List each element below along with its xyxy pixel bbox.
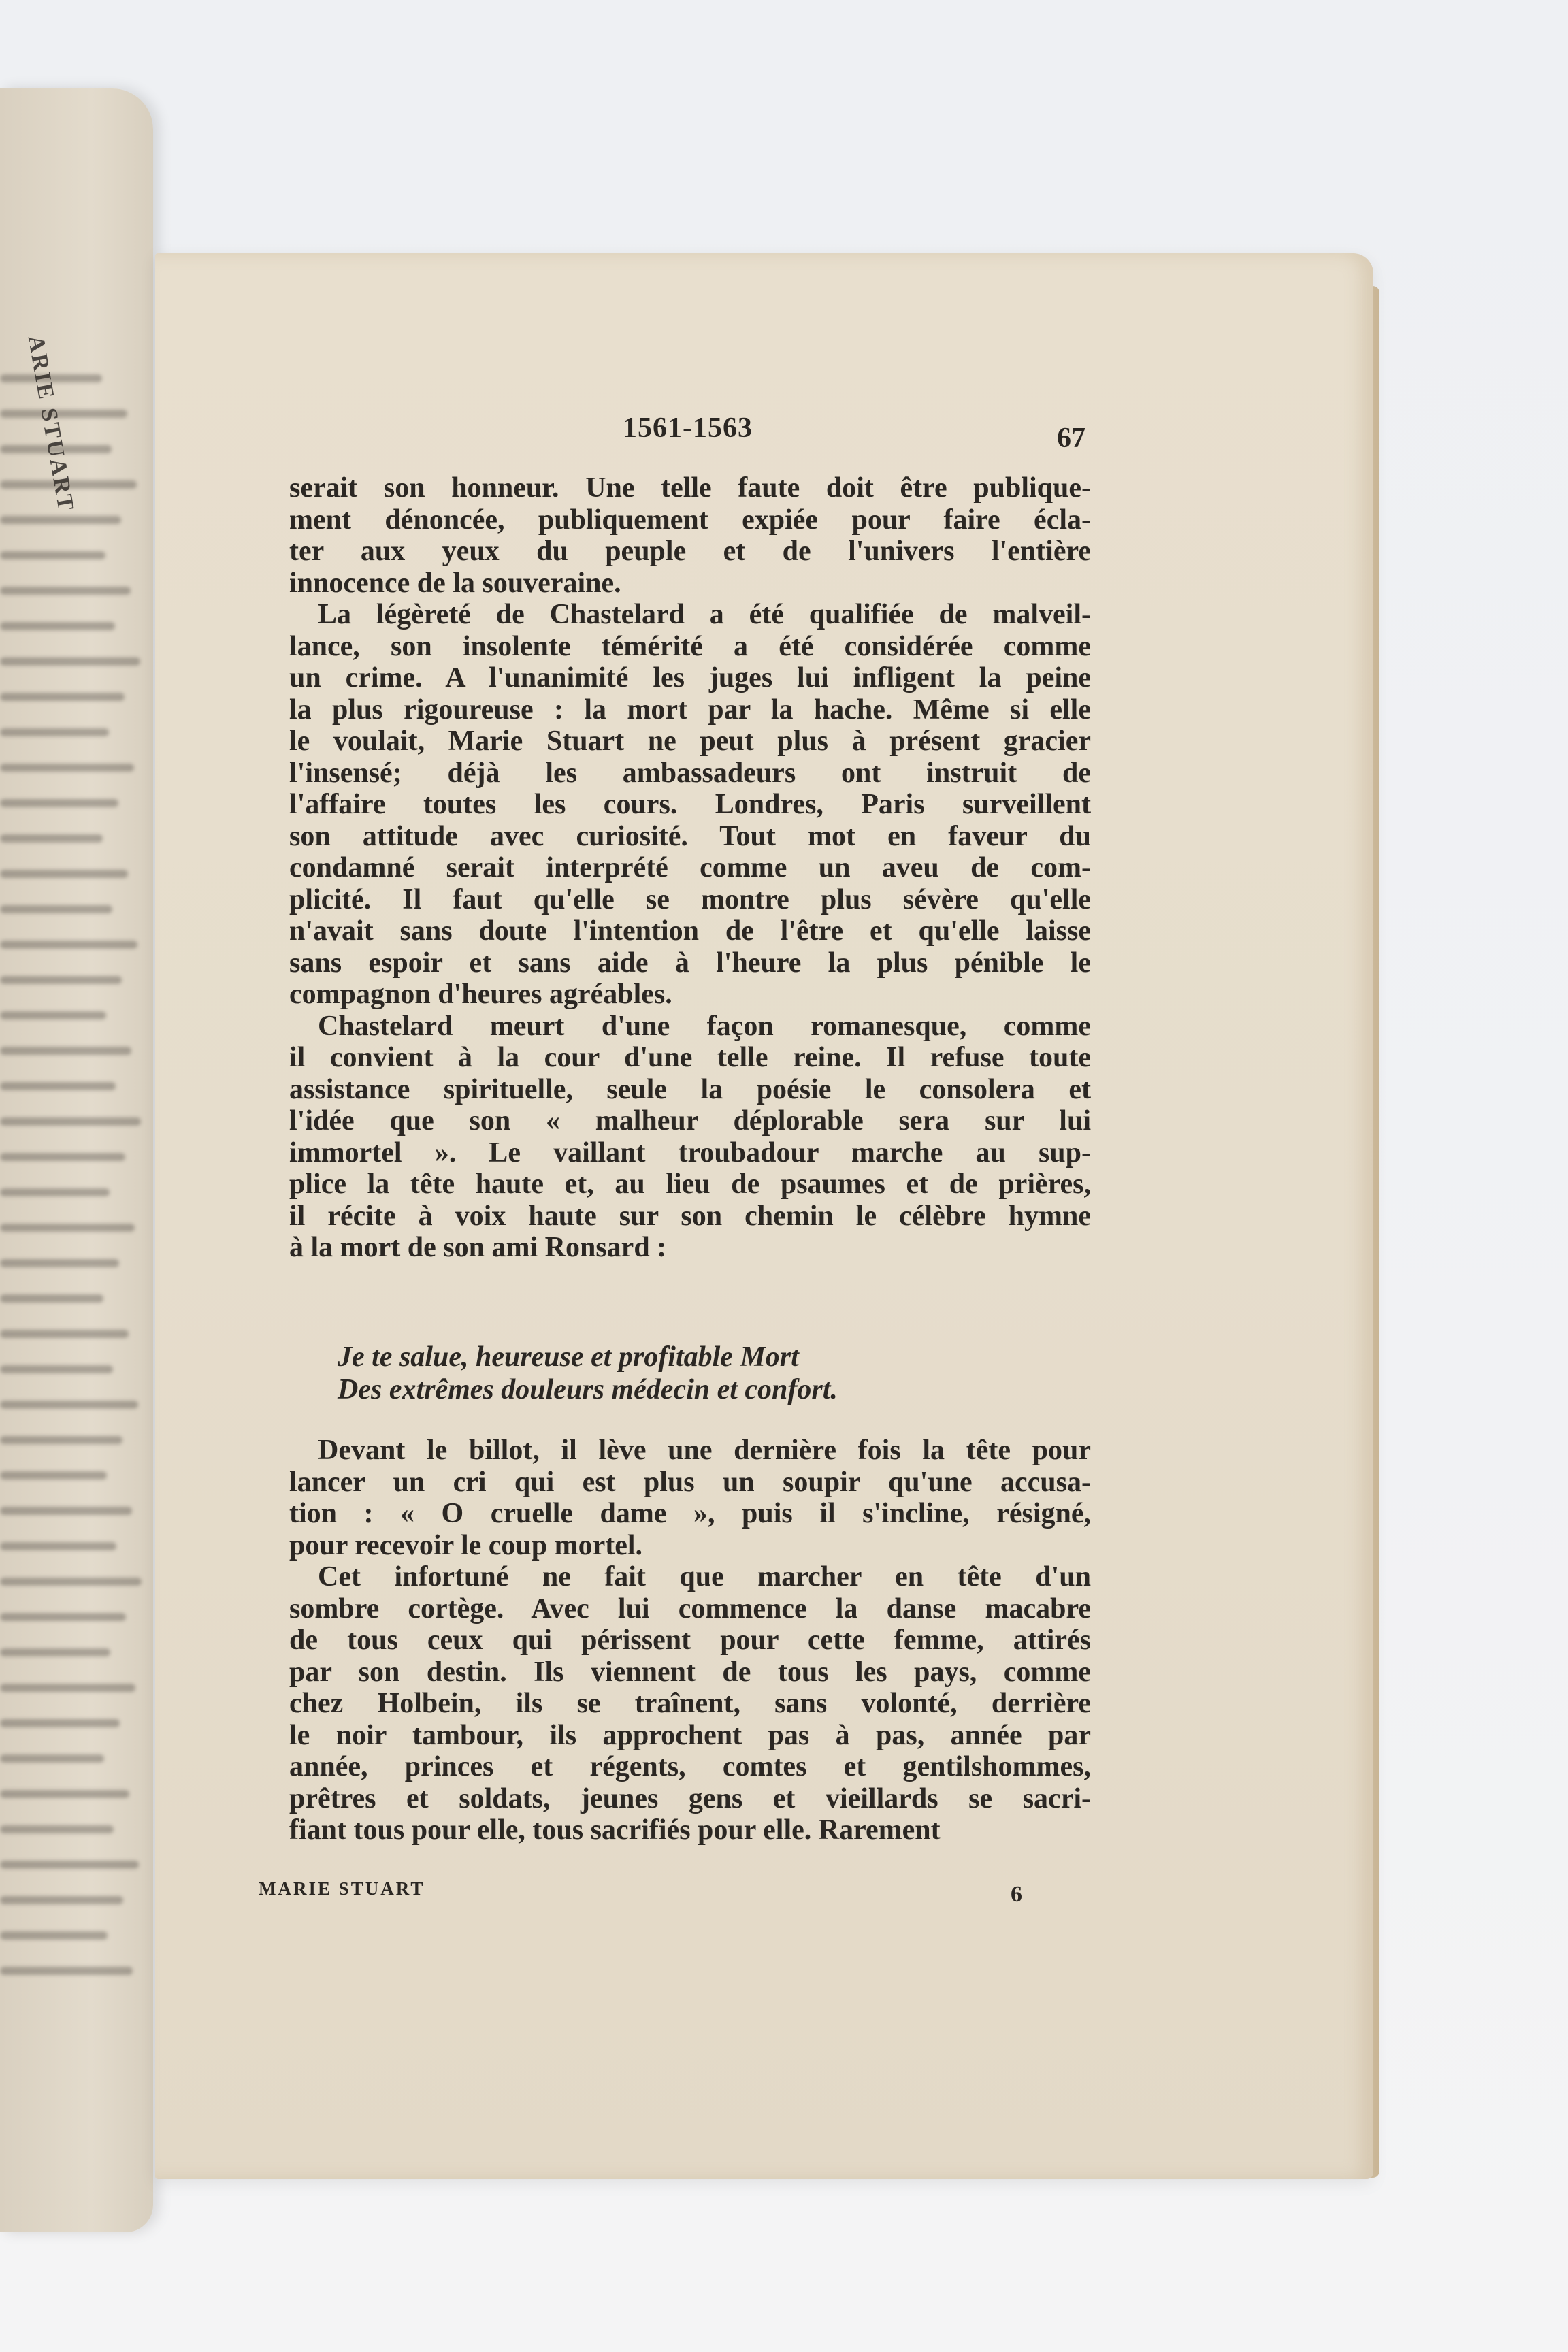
text-line: condamné serait interprété comme un aveu de com- xyxy=(289,852,1091,883)
text-line: Devant le billot, il lève une dernière fois la tête pour xyxy=(318,1435,1091,1466)
text-line: ment dénoncée, publiquement expiée pour faire écla- xyxy=(289,504,1091,536)
left-facing-page xyxy=(0,88,153,2232)
text-line: un crime. A l'unanimité les juges lui infligent la peine xyxy=(289,662,1091,693)
text-line: La légèreté de Chastelard a été qualifiée de malveil- xyxy=(318,599,1091,630)
facing-page-text-line xyxy=(0,728,109,736)
text-line: immortel ». Le vaillant troubadour marche au sup- xyxy=(289,1137,1091,1169)
text-line: innocence de la souveraine. xyxy=(289,567,621,599)
text-line: Chastelard meurt d'une façon romanesque, comme xyxy=(318,1010,1091,1042)
facing-page-text-line xyxy=(0,870,128,878)
text-line: Cet infortuné ne fait que marcher en tête d'un xyxy=(318,1561,1091,1592)
facing-page-text-line xyxy=(0,941,137,949)
text-line: il convient à la cour d'une telle reine. Il refuse toute xyxy=(289,1042,1091,1073)
verse-line: Je te salue, heureuse et profitable Mort xyxy=(338,1341,799,1373)
text-line: n'avait sans doute l'intention de l'être et qu'elle laisse xyxy=(289,915,1091,947)
facing-page-text-line xyxy=(0,1401,138,1409)
text-line: la plus rigoureuse : la mort par la hache. Même si elle xyxy=(289,693,1091,725)
facing-page-text-line xyxy=(0,1542,116,1550)
facing-page-text-line xyxy=(0,587,131,595)
facing-page-text-line xyxy=(0,693,125,701)
text-line: sans espoir et sans aide à l'heure la plus pénible le xyxy=(289,947,1091,979)
text-line: plicité. Il faut qu'elle se montre plus sévère qu'elle xyxy=(289,883,1091,915)
facing-page-text-line xyxy=(0,1330,129,1338)
text-line: tion : « O cruelle dame », puis il s'incline, résigné, xyxy=(289,1498,1091,1529)
facing-page-text-line xyxy=(0,1790,129,1798)
facing-page-text-line xyxy=(0,1613,126,1621)
facing-page-text-line xyxy=(0,1754,104,1763)
text-line: serait son honneur. Une telle faute doit être publique- xyxy=(289,472,1091,504)
facing-page-text-line xyxy=(0,1294,103,1303)
facing-page-text-line xyxy=(0,1719,120,1727)
text-line: il récite à voix haute sur son chemin le célèbre hymne xyxy=(289,1200,1091,1232)
text-line: année, princes et régents, comtes et gentilshommes, xyxy=(289,1751,1091,1782)
text-line: sombre cortège. Avec lui commence la danse macabre xyxy=(289,1592,1091,1624)
signature-title: MARIE STUART xyxy=(259,1878,425,1899)
facing-page-text-line xyxy=(0,1117,141,1126)
text-line: le noir tambour, ils approchent pas à pas, année par xyxy=(289,1719,1091,1751)
facing-page-text-line xyxy=(0,1011,106,1019)
text-line: à la mort de son ami Ronsard : xyxy=(289,1232,667,1263)
text-line: par son destin. Ils viennent de tous les pays, comme xyxy=(289,1656,1091,1688)
verse-quote xyxy=(338,1341,838,1406)
text-line: lance, son insolente témérité a été considérée comme xyxy=(289,630,1091,662)
facing-page-text-line xyxy=(0,1188,110,1196)
facing-page-text-line xyxy=(0,1259,119,1267)
running-title: 1561-1563 xyxy=(623,412,753,444)
facing-page-text-line xyxy=(0,480,137,489)
text-line: compagnon d'heures agréables. xyxy=(289,979,672,1010)
facing-page-text-line xyxy=(0,1684,135,1692)
facing-page-text-line xyxy=(0,1578,142,1586)
facing-page-text-line xyxy=(0,1365,113,1373)
text-line: plice la tête haute et, au lieu de psaumes et de prières, xyxy=(289,1169,1091,1200)
facing-page-text-line xyxy=(0,1825,114,1833)
text-line: lancer un cri qui est plus un soupir qu'une accusa- xyxy=(289,1466,1091,1498)
facing-page-text-line xyxy=(0,1224,135,1232)
text-line: son attitude avec curiosité. Tout mot en faveur du xyxy=(289,820,1091,852)
facing-page-text-line xyxy=(0,799,118,807)
facing-page-text-line xyxy=(0,1153,125,1161)
text-line: l'insensé; déjà les ambassadeurs ont instruit de xyxy=(289,757,1091,789)
facing-page-text-line xyxy=(0,1896,123,1904)
text-line: assistance spirituelle, seule la poésie le consolera et xyxy=(289,1073,1091,1105)
text-line: chez Holbein, ils se traînent, sans volonté, derrière xyxy=(289,1688,1091,1719)
text-line: l'affaire toutes les cours. Londres, Paris surveillent xyxy=(289,789,1091,820)
facing-page-text-line xyxy=(0,622,115,630)
facing-page-text-line xyxy=(0,834,103,843)
facing-page-text-line xyxy=(0,445,112,453)
facing-page-text-line xyxy=(0,657,140,666)
facing-page-text-line xyxy=(0,410,127,418)
facing-page-text-line xyxy=(0,1861,139,1869)
body-text-bottom xyxy=(289,1435,1091,1846)
signature-number: 6 xyxy=(1011,1882,1022,1907)
text-line: ter aux yeux du peuple et de l'univers l'entière xyxy=(289,536,1091,567)
text-line: l'idée que son « malheur déplorable sera sur lui xyxy=(289,1105,1091,1137)
left-page-running-title: ARIE STUART xyxy=(22,333,79,514)
text-line: fiant tous pour elle, tous sacrifiés pour elle. Rarement xyxy=(289,1814,941,1846)
facing-page-text-line xyxy=(0,1471,107,1480)
verse-line: Des extrêmes douleurs médecin et confort. xyxy=(338,1374,838,1405)
facing-page-text-line xyxy=(0,1507,132,1515)
facing-page-text-line xyxy=(0,1436,122,1444)
page-number: 67 xyxy=(1057,423,1085,454)
facing-page-text-line xyxy=(0,1931,108,1940)
text-line: prêtres et soldats, jeunes gens et vieillards se sacri- xyxy=(289,1782,1091,1814)
facing-page-text-line xyxy=(0,905,112,913)
facing-page-text-line xyxy=(0,764,134,772)
facing-page-text-line xyxy=(0,1082,116,1090)
facing-page-text-line xyxy=(0,1648,110,1656)
body-text-top xyxy=(289,472,1091,1264)
text-line: le voulait, Marie Stuart ne peut plus à présent gracier xyxy=(289,725,1091,757)
facing-page-text-line xyxy=(0,516,121,524)
facing-page-text-line xyxy=(0,1047,131,1055)
facing-page-text-line xyxy=(0,1967,133,1975)
text-line: pour recevoir le coup mortel. xyxy=(289,1529,643,1561)
facing-page-text-line xyxy=(0,374,102,382)
facing-page-text-line xyxy=(0,976,122,984)
facing-page-text-line xyxy=(0,551,105,559)
text-line: de tous ceux qui périssent pour cette femme, attirés xyxy=(289,1624,1091,1656)
